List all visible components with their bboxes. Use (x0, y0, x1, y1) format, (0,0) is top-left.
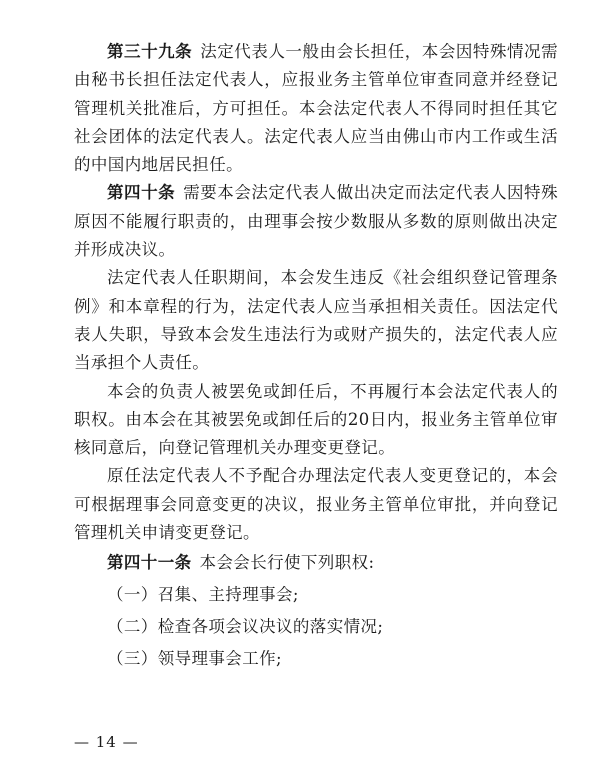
article-39-paragraph (74, 38, 558, 179)
article-39-text: 法定代表人一般由会长担任，本会因特殊情况需由秘书长担任法定代表人，应报业务主管单位审查同意并经登记管理机关批准后，方可担任。本会法定代表人不得同时担任其它社会团体的法定代表人。法定代表人应当由佛山市内工作或生活的中国内地居民担任。 (74, 42, 558, 175)
article-41-list-item-1: （一）召集、主持理事会; (107, 585, 299, 605)
article-41-heading: 第四十一条 (107, 553, 192, 573)
document-body (74, 38, 558, 675)
article-41-list-item-3: （三）领导理事会工作; (107, 649, 282, 669)
article-39-heading: 第三十九条 (107, 42, 193, 61)
article-40-paragraph-3: 本会的负责人被罢免或卸任后，不再履行本会法定代表人的职权。由本会在其被罢免或卸任后的20日内，报业务主管单位审核同意后，向登记管理机关办理变更登记。 (74, 381, 558, 458)
article-40-text: 需要本会法定代表人做出决定而法定代表人因特殊原因不能履行职责的，由理事会按少数服从多数的原则做出决定并形成决议。 (74, 183, 558, 260)
article-40-paragraph (74, 179, 558, 264)
page-number: — 14 — (74, 733, 139, 751)
article-40-heading: 第四十条 (107, 183, 176, 203)
article-40-paragraph-4: 原任法定代表人不予配合办理法定代表人变更登记的，本会可根据理事会同意变更的决议，报业务主管单位审批，并向登记管理机关申请变更登记。 (74, 466, 558, 543)
article-40-paragraph-2: 法定代表人任职期间，本会发生违反《社会组织登记管理条例》和本章程的行为，法定代表人应当承担相关责任。因法定代表人失职，导致本会发生违法行为或财产损失的，法定代表人应当承担个人责任。 (74, 268, 558, 373)
article-41-paragraph (74, 547, 558, 579)
article-41-list-item-2: （二）检查各项会议决议的落实情况; (107, 617, 384, 637)
article-41-text: 本会会长行使下列职权: (199, 553, 375, 573)
